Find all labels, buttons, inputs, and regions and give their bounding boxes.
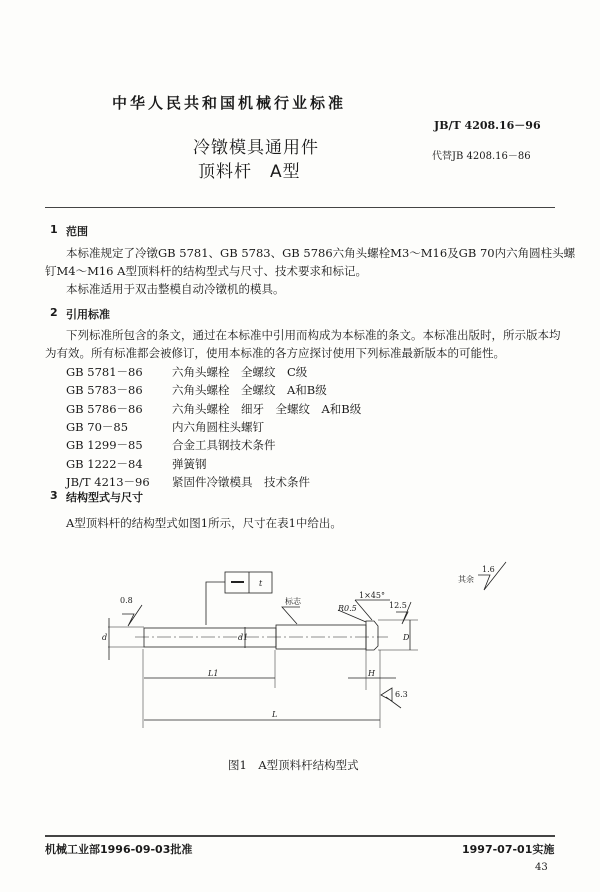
section3-title: 结构型式与尺寸 <box>66 491 143 504</box>
rod-head <box>366 621 378 650</box>
section1-number: 1 <box>50 223 58 236</box>
reference-name: 六角头螺栓 全螺纹 A和B级 <box>172 383 327 398</box>
title-line2: 顶料杆 A型 <box>198 162 301 182</box>
replaces-note: 代替JB 4208.16－86 <box>432 151 531 162</box>
reference-name: 合金工具钢技术条件 <box>172 438 276 453</box>
dim-L: L <box>272 710 278 719</box>
figure-caption: 图1 A型顶料杆结构型式 <box>228 758 359 772</box>
other-label: 其余 <box>458 575 474 584</box>
reference-code: GB 1299－85 <box>66 438 143 453</box>
issuing-org: 中华人民共和国机械行业标准 <box>112 94 347 112</box>
ra-left: 0.8 <box>120 596 133 605</box>
chamfer-label: 1×45° <box>359 591 385 600</box>
ra-other: 1.6 <box>482 565 495 574</box>
section2-title: 引用标准 <box>66 308 110 321</box>
reference-name: 紧固件冷镦模具 技术条件 <box>172 474 310 489</box>
rod-shank <box>144 628 276 647</box>
reference-code: GB 5783－86 <box>66 383 143 398</box>
mark-label: 标志 <box>285 597 301 606</box>
dim-H: H <box>368 669 375 678</box>
reference-code: GB 1222－84 <box>66 456 143 471</box>
section3-number: 3 <box>50 489 58 502</box>
section2-number: 2 <box>50 306 58 319</box>
reference-code: GB 70－85 <box>66 419 129 434</box>
reference-code: GB 5781－86 <box>66 365 143 379</box>
title-line1: 冷镦模具通用件 <box>193 138 319 158</box>
section1-title: 范围 <box>66 225 88 238</box>
reference-name: 内六角圆柱头螺钉 <box>172 419 264 434</box>
reference-name: 弹簧钢 <box>172 456 207 471</box>
dim-D: D <box>403 633 410 642</box>
footer-rule <box>45 835 555 837</box>
effective-date: 1997-07-01实施 <box>462 843 555 856</box>
dim-L1: L1 <box>208 669 219 678</box>
page-number: 43 <box>535 862 548 873</box>
paragraph: A型顶料杆的结构型式如图1所示，尺寸在表1中给出。 <box>66 516 342 530</box>
paragraph: 下列标准所包含的条文，通过在本标准中引用而构成为本标准的条文。本标准出版时，所示版本均 <box>66 328 561 342</box>
approval: 机械工业部1996-09-03批准 <box>45 843 193 856</box>
standard-code: JB/T 4208.16－96 <box>434 119 541 132</box>
reference-name: 六角头螺栓 全螺纹 C级 <box>172 365 308 379</box>
paragraph: 本标准适用于双击整模自动冷镦机的模具。 <box>66 282 285 296</box>
radius-label: R0.5 <box>338 604 357 613</box>
paragraph: 钉M4～M16 A型顶料杆的结构型式与尺寸、技术要求和标记。 <box>45 264 367 278</box>
paragraph: 本标准规定了冷镦GB 5781、GB 5783、GB 5786六角头螺栓M3～M16及GB 70内六角圆柱头螺 <box>66 246 576 260</box>
roughness-symbol <box>122 605 142 626</box>
reference-code: GB 5786－86 <box>66 401 143 416</box>
ra-end: 6.3 <box>395 690 408 699</box>
reference-code: JB/T 4213－96 <box>66 474 150 489</box>
dim-d: d <box>102 633 108 642</box>
ra-right: 12.5 <box>389 601 407 610</box>
reference-name: 六角头螺栓 细牙 全螺纹 A和B级 <box>172 401 362 416</box>
paragraph: 为有效。所有标准都会被修订，使用本标准的各方应探讨使用下列标准最新版本的可能性。 <box>45 346 505 360</box>
tolerance-value: t <box>259 579 263 588</box>
dim-d1: d1 <box>238 633 249 642</box>
